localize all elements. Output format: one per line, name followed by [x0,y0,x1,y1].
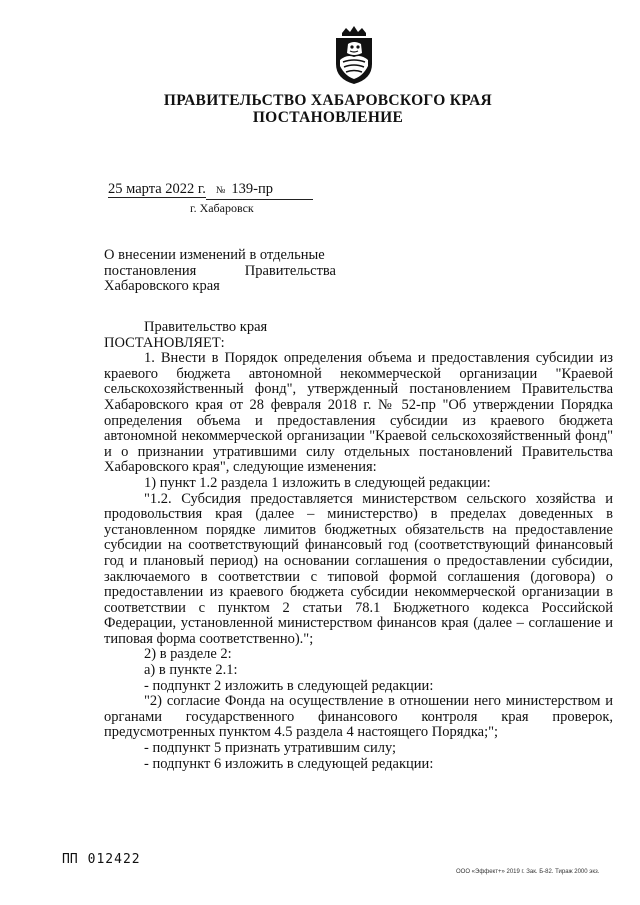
number-sign: № [215,185,226,196]
document-type: ПОСТАНОВЛЕНИЕ [252,109,404,126]
paragraph-decree: ПОСТАНОВЛЯЕТ: [104,334,225,351]
paragraph: а) в пункте 2.1: [144,662,238,679]
form-code [62,852,141,867]
paragraph: "2) согласие Фонда на осуществление в отношении него министерством и органами государственного финансового контроля края проверок, предусмотренных пунктом 4.5 раздела 4 настоящего Порядка;"; [104,693,613,741]
city: г. Хабаровск [190,201,254,215]
printer-imprint: ООО «Эффект+» 2019 г. Зак. Б-82. Тираж 2000 экз. [456,869,600,875]
document-body [104,320,613,772]
document-date-number [108,181,313,200]
subject-word: постановления [104,262,197,279]
paragraph: - подпункт 5 признать утратившим силу; [144,740,397,757]
subject-word: Правительства [244,262,336,279]
paragraph: "1.2. Субсидия предоставляется министерством сельского хозяйства и продовольствия края (далее – министерство) в пределах доведенных в установленном порядке лимитов бюджетных обязательств на предоставление субсидии на соответствующий финансовый год (соответствующий финансовый год и плановый период) на основании соглашения о предоставлении субсидии, заключаемого в соответствии с типовой формой соглашения (договора) о предоставлении из краевого бюджета субсидии некоммерческой организации в соответствии с пунктом 2 статьи 78.1 Бюджетного кодекса Российской Федерации, установленной министерством финансов края (далее – соглашение и типовая форма соответственно)."; [104,490,613,647]
paragraph: 1) пункт 1.2 раздела 1 изложить в следующей редакции: [144,474,491,491]
paragraph: - подпункт 2 изложить в следующей редакции: [144,677,434,694]
government-name: ПРАВИТЕЛЬСТВО ХАБАРОВСКОГО КРАЯ [163,92,493,109]
subject-line: Хабаровского края [104,278,220,294]
paragraph: - подпункт 6 изложить в следующей редакции: [144,755,434,772]
paragraph: Правительство края [144,319,268,335]
subject-line: О внесении изменений в отдельные [104,247,325,263]
document-subject [104,248,336,295]
paragraph: 1. Внести в Порядок определения объема и предоставления субсидии из краевого бюджета автономной некоммерческой организации "Краевой сельскохозяйственный фонд", утвержденный постановлением Правительства Хабаровского края от 28 февраля 2018 г. № 52-пр "Об утверждении Порядка определения объема и предоставления субсидии из краевого бюджета автономной некоммерческой организации "Краевой сельскохозяйственный фонд" и о признании утратившими силу отдельных постановлений Правительства Хабаровского края", следующие изменения: [104,350,613,476]
document-date: 25 марта 2022 г. [108,181,206,197]
document-number: 139-пр [231,181,273,197]
form-code-prefix: ПП [62,852,78,867]
form-code-number: 012422 [87,852,141,867]
paragraph: 2) в разделе 2: [144,646,232,663]
khabarovsk-coat-of-arms-icon [333,24,375,86]
